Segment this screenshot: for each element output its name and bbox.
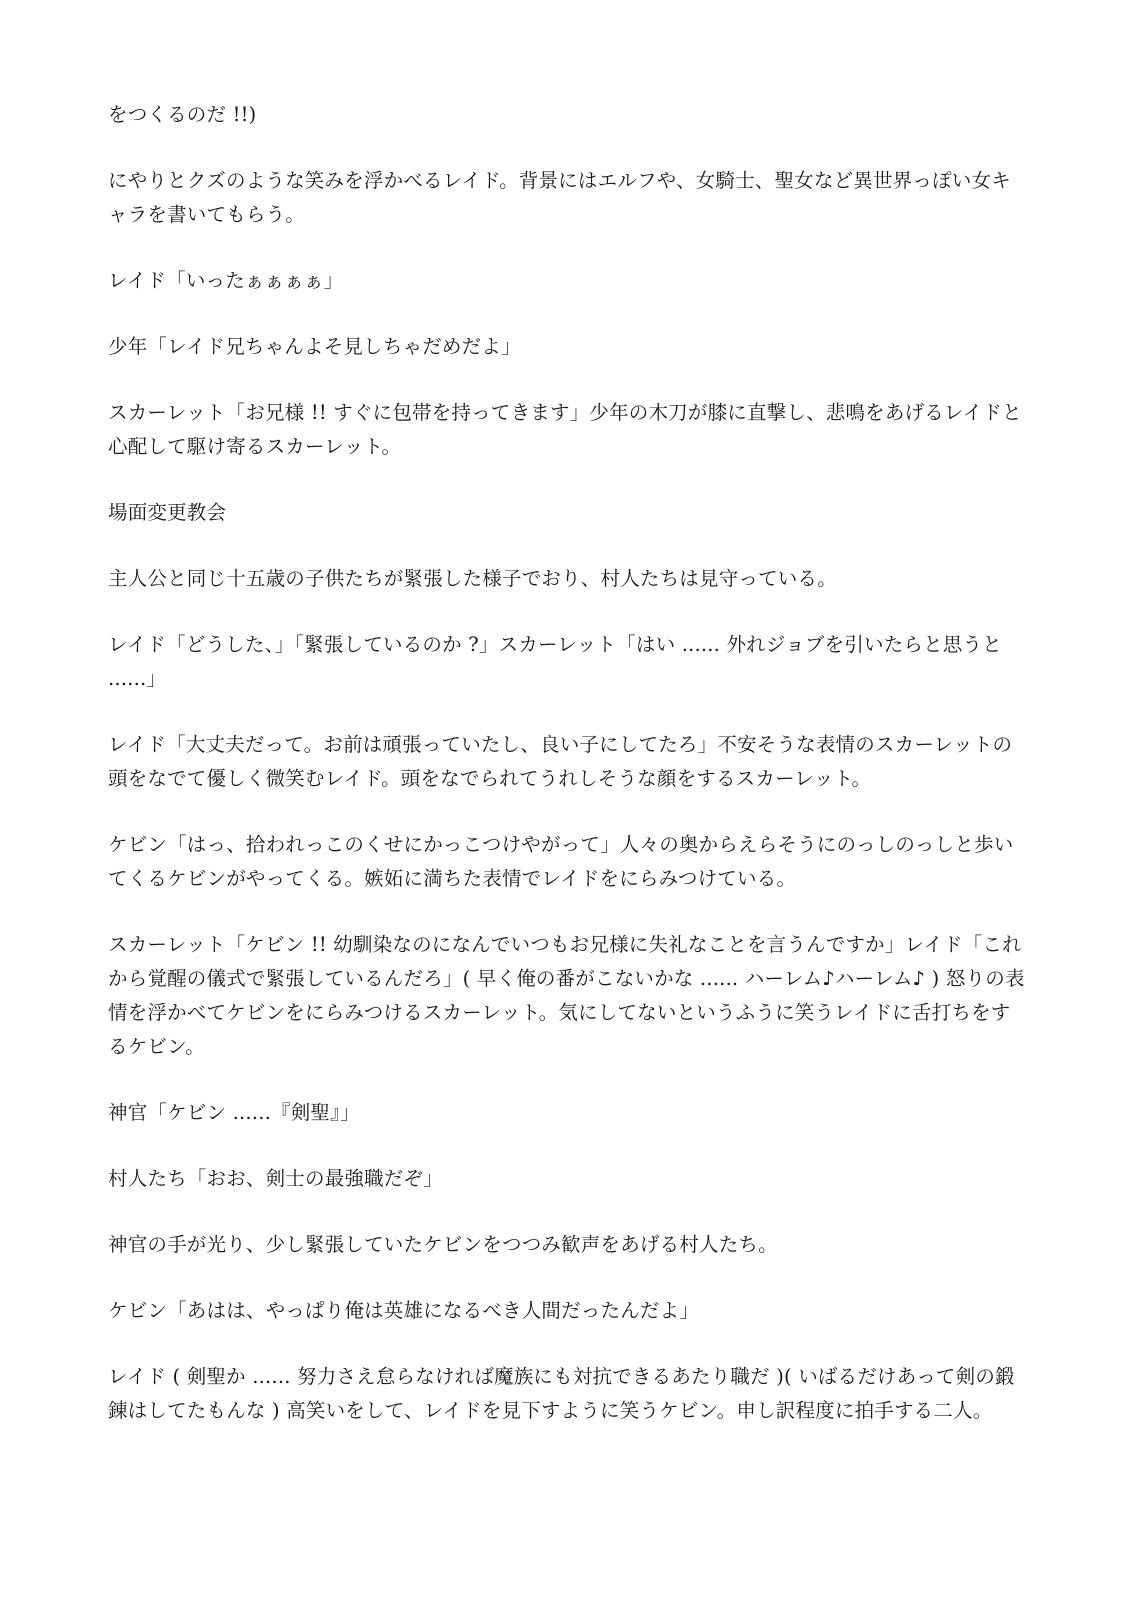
paragraph: ケビン「あはは、やっぱり俺は英雄になるべき人間だったんだよ」 [108, 1299, 700, 1322]
paragraph: レイド「どうした、」「緊張しているのか ?」スカーレット「はい ...... 外れジョブを引いたらと思うと ......」 [108, 633, 1002, 690]
paragraph: 村人たち「おお、剣士の最強職だぞ」 [108, 1167, 443, 1190]
paragraph: 神官「ケビン ......『剣聖』」 [108, 1101, 360, 1124]
paragraph: スカーレット「ケビン !! 幼馴染なのになんでいつもお兄様に失礼なことを言うんですか」レイド「これから覚醒の儀式で緊張しているんだろ」( 早く俺の番がこないかな ...... ハーレム♪ハーレム♪ ) 怒りの表情を浮かべてケビンをにらみつけるスカーレット。気にしてないというふうに笑うレイドに舌打ちをするケビン。 [108, 933, 1025, 1058]
paragraph: レイド ( 剣聖か ...... 努力さえ怠らなければ魔族にも対抗できるあたり職だ )( いばるだけあって剣の鍛錬はしてたもんな ) 高笑いをして、レイドを見下すように笑うケビン。申し訳程度に拍手する二人。 [108, 1365, 1015, 1422]
paragraph: レイド「大丈夫だって。お前は頑張っていたし、良い子にしてたろ」不安そうな表情のスカーレットの頭をなでて優しく微笑むレイド。頭をなでられてうれしそうな顔をするスカーレット。 [108, 733, 1013, 790]
paragraph: をつくるのだ !!) [108, 103, 257, 126]
paragraph: スカーレット「お兄様 !! すぐに包帯を持ってきます」少年の木刀が膝に直撃し、悲鳴をあげるレイドと心配して駆け寄るスカーレット。 [108, 401, 1022, 458]
paragraph: 場面変更教会 [108, 501, 227, 524]
document-body [108, 98, 1028, 1460]
paragraph: レイド「いったぁぁぁぁ」 [108, 269, 344, 292]
paragraph: 主人公と同じ十五歳の子供たちが緊張した様子でおり、村人たちは見守っている。 [108, 567, 837, 590]
paragraph: 神官の手が光り、少し緊張していたケビンをつつみ歓声をあげる村人たち。 [108, 1233, 778, 1256]
paragraph: ケビン「はっ、拾われっこのくせにかっこつけやがって」人々の奥からえらそうにのっしのっしと歩いてくるケビンがやってくる。嫉妬に満ちた表情でレイドをにらみつけている。 [108, 833, 1014, 890]
paragraph: にやりとクズのような笑みを浮かべるレイド。背景にはエルフや、女騎士、聖女など異世界っぽい女キャラを書いてもらう。 [108, 169, 1011, 226]
paragraph: 少年「レイド兄ちゃんよそ見しちゃだめだよ」 [108, 335, 521, 358]
